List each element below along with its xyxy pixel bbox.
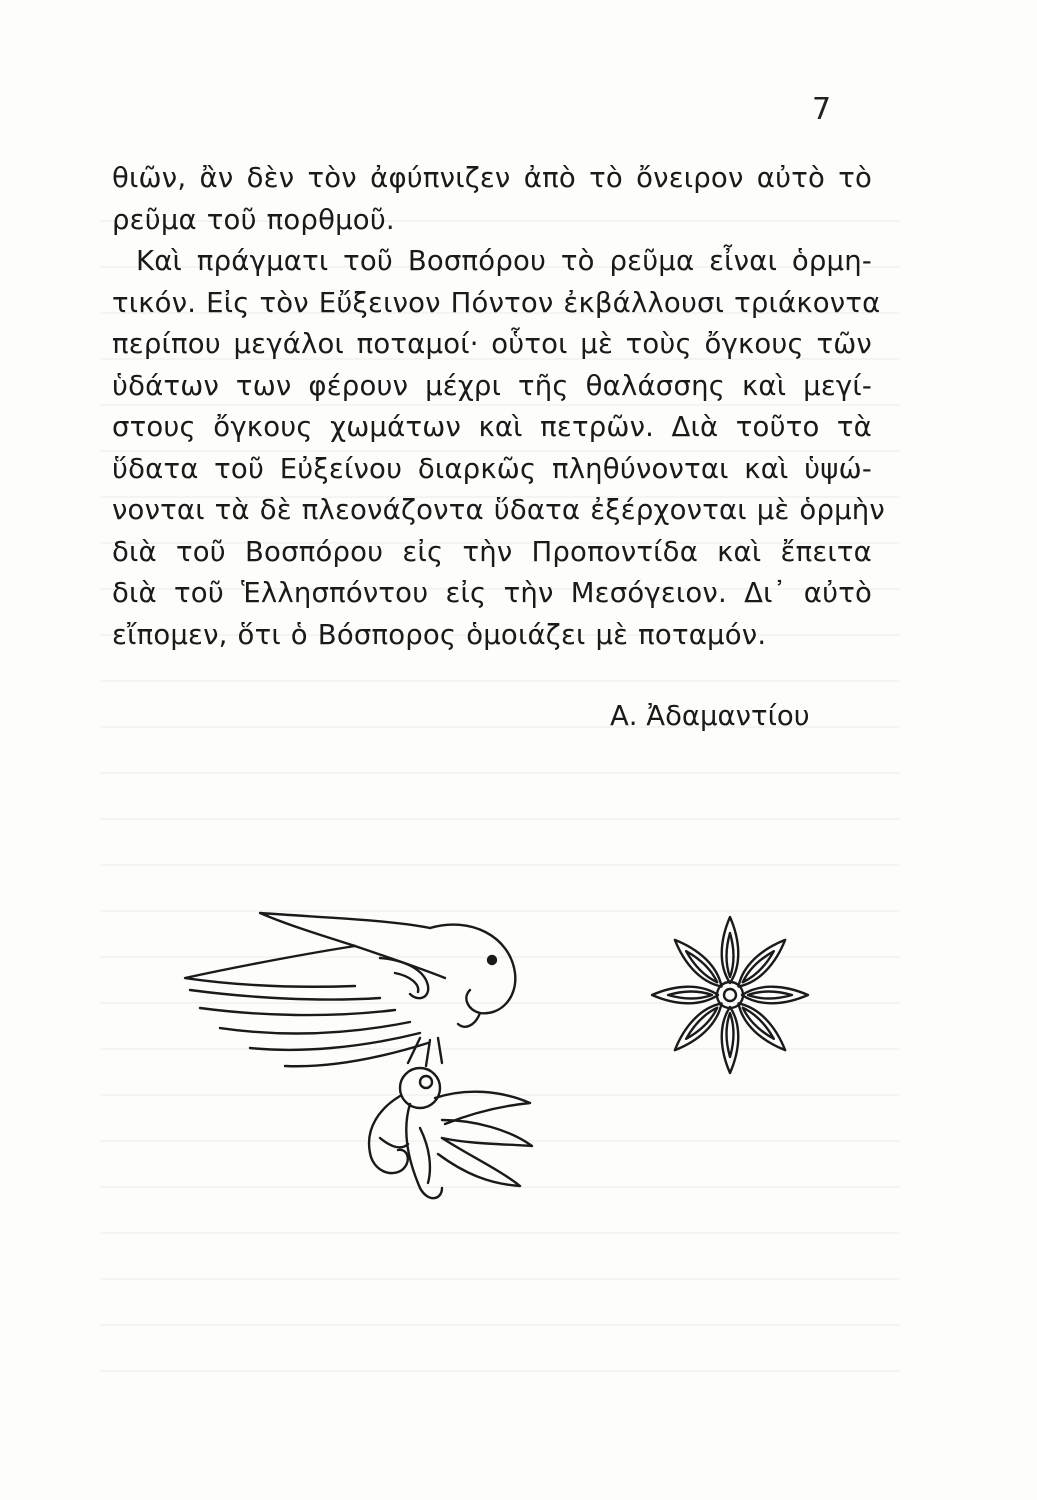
bird-ornament-icon [180,898,540,1208]
text-line: θιῶν, ἂν δὲν τὸν ἀφύπνιζεν ἀπὸ τὸ ὄνειρον αὐτὸ τὸ [112,162,872,194]
text-line: ρεῦμα τοῦ πορθμοῦ. [112,203,395,236]
text-line: ὕδατα τοῦ Εὐξείνου διαρκῶς πληθύνονται καὶ ὑψώ- [112,452,872,485]
flower-ornament-icon [645,910,815,1080]
text-line: νονται τὰ δὲ πλεονάζοντα ὕδατα ἐξέρχονται μὲ ὁρμὴν [112,494,885,526]
text-line: διὰ τοῦ Βοσπόρου εἰς τὴν Προποντίδα καὶ ἔπειτα [112,535,872,568]
body-text [112,158,885,656]
text-line: διὰ τοῦ Ἑλλησπόντου εἰς τὴν Μεσόγειον. Δι᾽ αὐτὸ [112,577,872,609]
page-number: 7 [812,92,832,127]
text-line: εἴπομεν, ὅτι ὁ Βόσπορος ὁμοιάζει μὲ ποταμόν. [112,618,767,651]
author-signature: Α. Ἀδαμαντίου [610,700,810,732]
text-line: ὑδάτων των φέρουν μέχρι τῆς θαλάσσης καὶ μεγί- [112,369,872,402]
text-line: τικόν. Εἰς τὸν Εὔξεινον Πόντον ἐκβάλλουσι τριάκοντα [112,286,881,319]
text-line: στους ὄγκους χωμάτων καὶ πετρῶν. Διὰ τοῦτο τὰ [112,411,872,443]
text-line: περίπου μεγάλοι ποταμοί· οὗτοι μὲ τοὺς ὄγκους τῶν [112,328,872,360]
text-line: Καὶ πράγματι τοῦ Βοσπόρου τὸ ρεῦμα εἶναι ὁρμη- [136,245,872,277]
